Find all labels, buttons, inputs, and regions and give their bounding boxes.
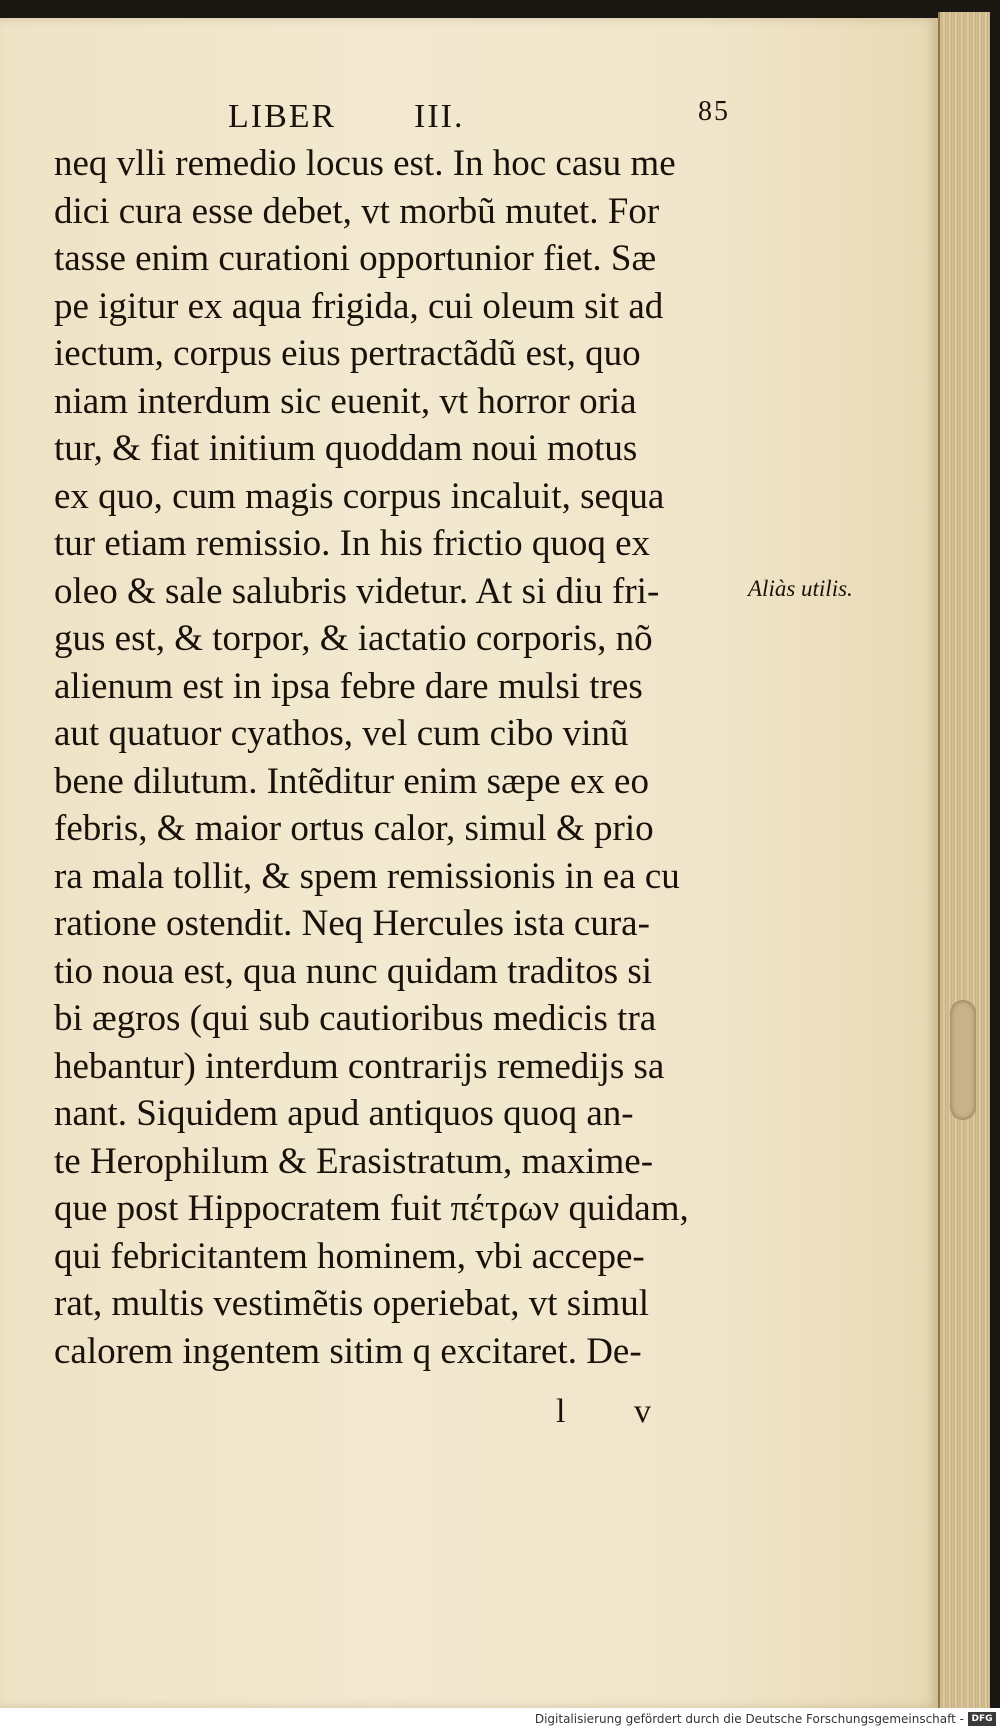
- body-text: [54, 140, 744, 1375]
- text-line: iectum, corpus eius pertractãdũ est, quo: [54, 333, 641, 374]
- page-edges: [938, 12, 990, 1712]
- marginal-note: Aliàs utilis.: [748, 576, 853, 601]
- text-line: tio noua est, qua nunc quidam traditos si: [54, 950, 653, 992]
- text-line: ratione ostendit. Neq Hercules ista cura-: [54, 903, 650, 944]
- text-line: alienum est in ipsa febre dare mulsi tres: [54, 665, 643, 707]
- running-head-left: LIBER: [228, 98, 337, 135]
- text-line: tur etiam remissio. In his frictio quoq ex: [54, 523, 650, 564]
- text-line: te Herophilum & Erasistratum, maxime-: [54, 1140, 654, 1182]
- text-line: tasse enim curationi opportunior fiet. Sæ: [54, 238, 657, 279]
- text-line: dici cura esse debet, vt morbũ mutet. For: [54, 190, 660, 232]
- text-line: niam interdum sic euenit, vt horror oria: [54, 380, 637, 422]
- dfg-logo: DFG: [968, 1712, 996, 1726]
- text-line: tur, & fiat initium quoddam noui motus: [54, 428, 638, 469]
- text-line: ex quo, cum magis corpus incaluit, sequa: [54, 475, 665, 517]
- signature-mark: l v: [556, 1393, 681, 1430]
- digitization-footer: [0, 1708, 1000, 1729]
- text-line: qui febricitantem hominem, vbi accepe-: [54, 1235, 645, 1277]
- text-line: pe igitur ex aqua frigida, cui oleum sit ad: [54, 285, 664, 327]
- text-line: nant. Siquidem apud antiquos quoq an-: [54, 1093, 634, 1134]
- footer-credit: Digitalisierung gefördert durch die Deutsche Forschungsgemeinschaft -: [534, 1712, 964, 1726]
- text-line: rat, multis vestimẽtis operiebat, vt simul: [54, 1283, 649, 1324]
- text-line: bene dilutum. Intẽditur enim sæpe ex eo: [54, 760, 649, 802]
- book-clasp: [950, 1000, 976, 1120]
- text-line: ra mala tollit, & spem remissionis in ea cu: [54, 855, 680, 897]
- text-line: bi ægros (qui sub cautioribus medicis tra: [54, 998, 657, 1039]
- running-head-middle: III.: [414, 98, 465, 135]
- text-line: que post Hippocratem fuit πέτρων quidam,: [54, 1188, 689, 1229]
- running-head: [228, 96, 730, 138]
- text-line: aut quatuor cyathos, vel cum cibo vinũ: [54, 713, 629, 754]
- text-line: neq vlli remedio locus est. In hoc casu me: [54, 143, 676, 184]
- text-line: hebantur) interdum contrarijs remedijs sa: [54, 1045, 665, 1087]
- text-line: oleo & sale salubris videtur. At si diu fri-: [54, 570, 660, 612]
- text-line: febris, & maior ortus calor, simul & prio: [54, 808, 654, 849]
- text-line: gus est, & torpor, & iactatio corporis, nõ: [54, 618, 653, 659]
- text-line: calorem ingentem sitim q excitaret. De-: [54, 1330, 642, 1372]
- folio-number: 85: [698, 96, 730, 127]
